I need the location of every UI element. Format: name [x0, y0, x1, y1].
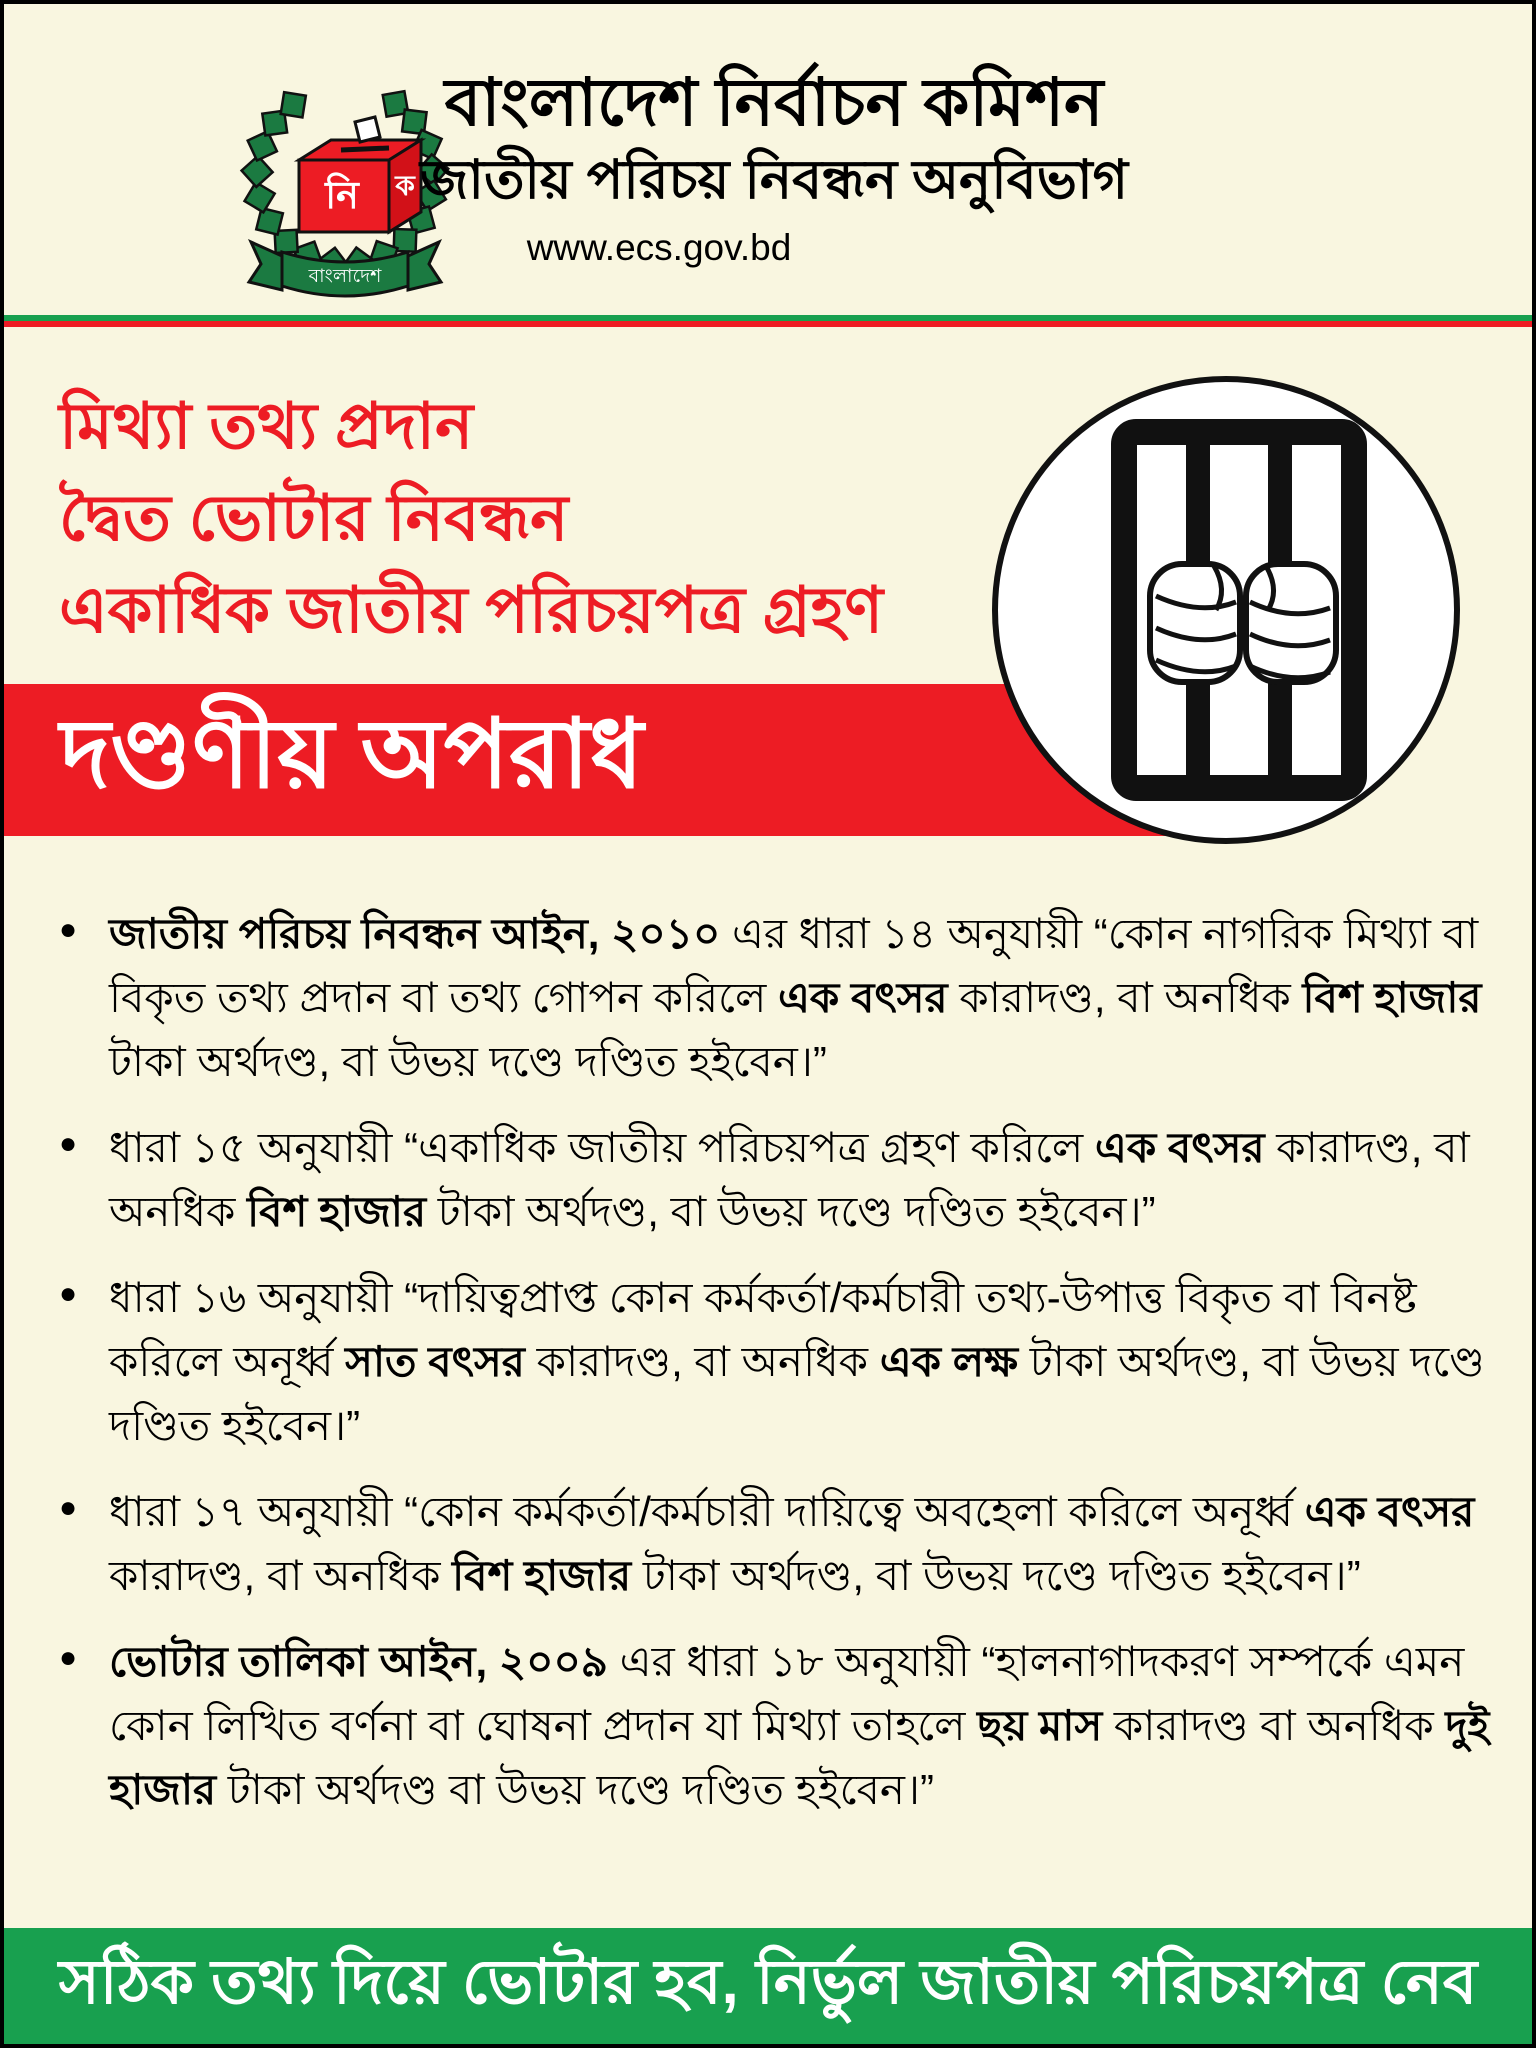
footer-slogan: সঠিক তথ্য দিয়ে ভোটার হব, নির্ভুল জাতীয় পরিচয়পত্র নেব — [58, 1947, 1478, 2017]
left-fist-icon — [1150, 564, 1240, 682]
org-subtitle: জাতীয় পরিচয় নিবন্ধন অনুবিভাগ — [419, 150, 1129, 210]
bullet-text-bold: বিশ হাজার — [452, 1552, 632, 1599]
bullet-text-bold: এক বৎসর — [1094, 1124, 1265, 1171]
bullet-text-bold: এক লক্ষ — [879, 1338, 1019, 1385]
bullet-text: কারাদণ্ড, বা অনধিক — [109, 1552, 453, 1599]
bullet-text: ধারা ১৬ অনুযায়ী “দায়িত্বপ্রাপ্ত কোন কর্মকর্তা/কর্মচারী তথ্য-উপাত্ত বিকৃত বা বিনষ্ট করিলে অনূর্ধ্ব — [109, 1274, 1417, 1385]
footer-slogan-band — [4, 1928, 1532, 2044]
bullet-icon: ● — [59, 1641, 78, 1674]
bullet-text: কারাদণ্ড, বা অনধিক — [109, 1124, 1470, 1235]
bullet-text: এর ধারা ১৮ অনুযায়ী “হালনাগাদকরণ সম্পর্কে এমন কোন লিখিত বর্ণনা বা ঘোষনা প্রদান যা মিথ্যা তাহলে — [109, 1638, 1465, 1749]
bullet-icon: ● — [59, 1127, 78, 1160]
bullet-text-bold: বিশ হাজার — [1302, 974, 1482, 1021]
bullet-text: টাকা অর্থদণ্ড, বা উভয় দণ্ডে দণ্ডিত হইবেন।” — [109, 1338, 1485, 1449]
divider-red-line — [4, 321, 1532, 327]
jail-bars-icon — [998, 382, 1454, 838]
bullet-text: টাকা অর্থদণ্ড, বা উভয় দণ্ডে দণ্ডিত হইবেন।” — [426, 1188, 1156, 1235]
legal-bullet-item — [59, 1630, 1495, 1822]
bullet-text: টাকা অর্থদণ্ড বা উভয় দণ্ডে দণ্ডিত হইবেন।” — [216, 1766, 934, 1813]
bullet-text-bold: ভোটার তালিকা আইন, ২০০৯ — [109, 1638, 609, 1685]
logo-ribbon-text: বাংলাদেশ — [308, 266, 382, 287]
right-fist-icon — [1246, 564, 1336, 682]
header — [4, 4, 1532, 315]
bullet-icon: ● — [59, 1491, 78, 1524]
bullet-text: ধারা ১৭ অনুযায়ী “কোন কর্মকর্তা/কর্মচারী দায়িত্বে অবহেলা করিলে অনূর্ধ্ব — [109, 1488, 1305, 1535]
website-url: www.ecs.gov.bd — [526, 227, 792, 268]
org-title: বাংলাদেশ নির্বাচন কমিশন — [444, 65, 1104, 139]
punishment-illustration — [992, 376, 1460, 844]
logo-letter-right: ক — [395, 170, 415, 201]
bullet-text-bold: জাতীয় পরিচয় নিবন্ধন আইন, ২০১০ — [109, 910, 721, 957]
bullet-text-bold: এক বৎসর — [777, 974, 948, 1021]
legal-bullet-item — [59, 1116, 1495, 1244]
bullet-text: টাকা অর্থদণ্ড, বা উভয় দণ্ডে দণ্ডিত হইবেন।” — [109, 1038, 827, 1085]
legal-bullet-item — [59, 1480, 1495, 1608]
headline-duplicate-voter: দ্বৈত ভোটার নিবন্ধন — [59, 482, 569, 554]
logo-letter-left: নি — [325, 175, 359, 217]
bullet-text-bold: দুই হাজার — [109, 1702, 1490, 1813]
bullet-text-bold: এক বৎসর — [1304, 1488, 1475, 1535]
bullet-text: এর ধারা ১৪ অনুযায়ী “কোন নাগরিক মিথ্যা বা বিকৃত তথ্য প্রদান বা তথ্য গোপন করিলে — [109, 910, 1479, 1021]
bullet-icon: ● — [59, 913, 78, 946]
bullet-text: টাকা অর্থদণ্ড, বা উভয় দণ্ডে দণ্ডিত হইবেন।” — [631, 1552, 1361, 1599]
headline-multiple-id: একাধিক জাতীয় পরিচয়পত্র গ্রহণ — [59, 574, 884, 646]
bullet-text: ধারা ১৫ অনুযায়ী “একাধিক জাতীয় পরিচয়পত্র গ্রহণ করিলে — [109, 1124, 1095, 1171]
bullet-icon: ● — [59, 1277, 78, 1310]
bullet-text-bold: বিশ হাজার — [247, 1188, 427, 1235]
offence-headlines — [59, 380, 883, 656]
bullet-text: কারাদণ্ড, বা অনধিক — [947, 974, 1303, 1021]
legal-bullet-item — [59, 1266, 1495, 1458]
banner-title: দণ্ডণীয় অপরাধ — [60, 700, 644, 808]
bullet-text: কারাদণ্ড, বা অনধিক — [524, 1338, 880, 1385]
legal-clauses-list — [59, 902, 1495, 1844]
headline-false-info: মিথ্যা তথ্য প্রদান — [59, 390, 474, 462]
bullet-text: কারাদণ্ড বা অনধিক — [1102, 1702, 1446, 1749]
bullet-text-bold: ছয় মাস — [977, 1702, 1103, 1749]
legal-bullet-item — [59, 902, 1495, 1094]
bullet-text-bold: সাত বৎসর — [345, 1338, 525, 1385]
